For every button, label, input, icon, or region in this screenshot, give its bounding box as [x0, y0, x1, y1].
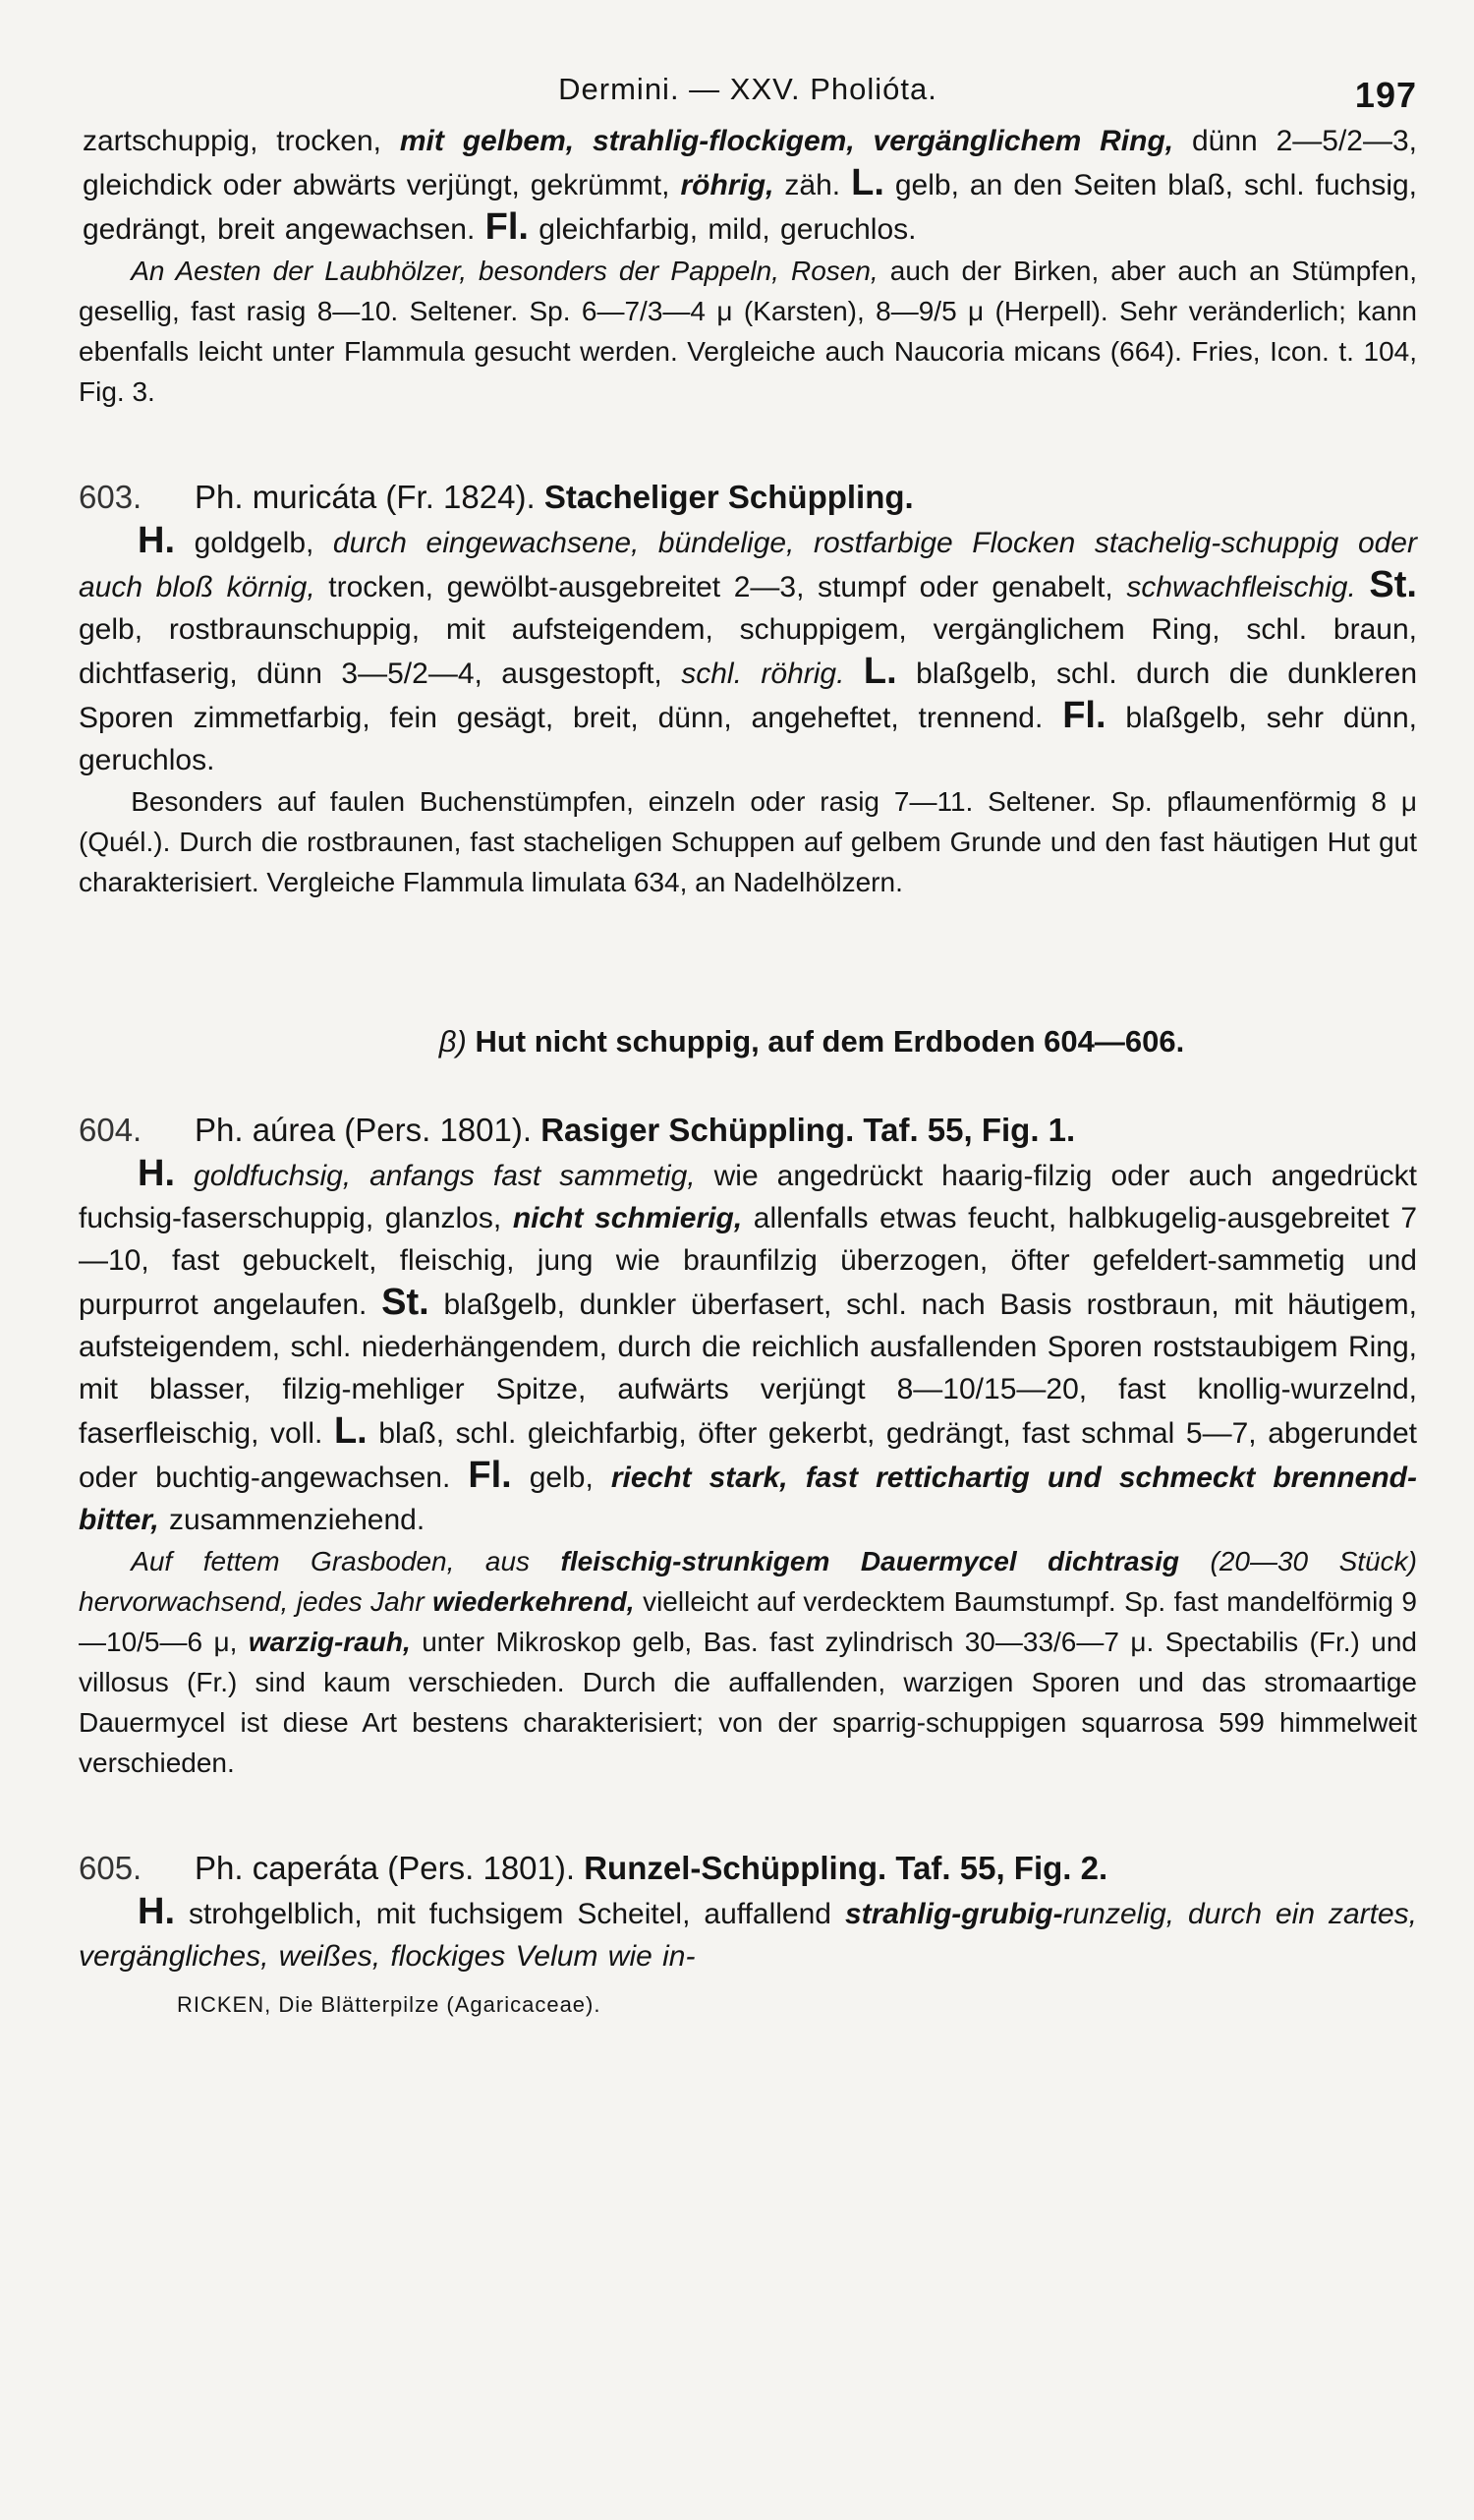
- entry-description: [79, 520, 1417, 781]
- spacer: [79, 1783, 1417, 1846]
- entry-604: [79, 1108, 1417, 1783]
- section-heading-text: Hut nicht schuppig, auf dem Erdboden 604—606.: [475, 1024, 1185, 1059]
- text-run: gelb, rostbraunschuppig, mit aufsteigendem, schuppigem, vergänglichem Ring, schl. braun, dichtfaserig, dünn 3—5/2—4, ausgestopft,: [79, 613, 1417, 690]
- text-run: röhrig,: [680, 169, 774, 201]
- common-name: Rasiger Schüppling.: [540, 1112, 855, 1148]
- field-label: Fl.: [484, 206, 529, 248]
- spacer: [79, 902, 1417, 1020]
- text-run: runzelig, durch ein zartes, vergängliches, weißes, flockiges Velum wie in-: [79, 1898, 1418, 1973]
- page-footer: RICKEN, Die Blätterpilze (Agaricaceae).: [177, 1992, 601, 2017]
- entry-heading: [79, 1846, 1417, 1891]
- field-label: H.: [138, 520, 175, 561]
- text-run: nicht schmierig,: [512, 1202, 743, 1234]
- field-label: L.: [863, 651, 897, 692]
- entry-603: [79, 475, 1417, 902]
- field-label: L.: [333, 1410, 368, 1452]
- field-label: Fl.: [468, 1455, 512, 1496]
- text-run: warzig-rauh,: [248, 1627, 411, 1657]
- text-run: [844, 658, 863, 690]
- text-run: riecht stark, fast rettichartig und schmeckt brennend-bitter,: [79, 1461, 1417, 1536]
- text-run: gleichfarbig, mild, geruchlos.: [528, 213, 917, 246]
- entry-heading: [79, 475, 1417, 520]
- text-run: auch der Birken, aber auch an Stümpfen, gesellig, fast rasig 8—10. Seltener. Sp. 6—7/3—4 μ (Karsten), 8—9/5 μ (Herpell). Sehr veränderlich; kann ebenfalls leicht unter Flammula gesucht werden. Vergleiche auch Naucoria micans (664). Fries, Icon. t. 104, Fig. 3.: [79, 256, 1417, 407]
- field-label: St.: [381, 1282, 429, 1323]
- species-name: Ph. muricáta (Fr. 1824).: [195, 479, 536, 515]
- species-name: Ph. aúrea (Pers. 1801).: [195, 1112, 533, 1148]
- text-run: gelb, an den Seiten blaß, schl. fuchsig, gedrängt, breit angewachsen.: [83, 169, 1418, 246]
- text-run: blaßgelb, sehr dünn, geruchlos.: [79, 702, 1417, 776]
- section-marker: β): [438, 1024, 467, 1059]
- page-number: 197: [1354, 75, 1417, 115]
- text-run: strahlig-grubig-: [844, 1898, 1063, 1930]
- field-label: St.: [1369, 564, 1417, 605]
- entry-number: 604.: [79, 1112, 142, 1148]
- continuation-description: [79, 120, 1417, 251]
- text-run: mit gelbem, strahlig-flockigem, vergänglichem Ring,: [399, 125, 1174, 157]
- text-run: unter Mikroskop gelb, Bas. fast zylindrisch 30—33/6—7 μ. Spectabilis (Fr.) und villosus (Fr.) sind kaum verschieden. Durch die auffallenden, warzigen Sporen und das stromaartige Dauermycel ist diese Art bestens charakterisiert; von der sparrig-schuppigen squarrosa 599 himmelweit verschieden.: [79, 1627, 1417, 1778]
- text-run: zäh.: [773, 169, 852, 201]
- text-run: [1356, 571, 1370, 603]
- text-run: zartschuppig, trocken,: [83, 125, 400, 157]
- entry-number: 603.: [79, 479, 142, 515]
- text-run: fleischig-strunkigem Dauermycel dichtrasig: [560, 1546, 1179, 1576]
- text-run: goldfuchsig, anfangs fast sammetig,: [194, 1160, 696, 1192]
- text-run: durch eingewachsene, bündelige, rostfarbige Flocken stachelig-schuppig oder auch bloß körnig,: [79, 527, 1417, 603]
- entry-heading: [79, 1108, 1417, 1153]
- text-run: dünn 2—5/2—3, gleichdick oder abwärts verjüngt, gekrümmt,: [83, 125, 1417, 201]
- text-run: blaßgelb, dunkler überfasert, schl. nach Basis rostbraun, mit häutigem, aufsteigendem, schl. niederhängendem, durch die reichlich ausfallenden Sporen roststaubigem Ring, mit blasser, filzig-mehliger Spitze, aufwärts verjüngt 8—10/15—20, fast knollig-wurzelnd, faserfleischig, voll.: [79, 1289, 1417, 1450]
- text-run: Auf fettem Grasboden, aus: [131, 1546, 561, 1576]
- entry-note: [79, 781, 1417, 902]
- spacer: [79, 412, 1417, 475]
- running-header: [79, 59, 1417, 120]
- text-run: vielleicht auf verdecktem Baumstumpf. Sp. fast mandelförmig 9—10/5—6 μ,: [79, 1586, 1417, 1657]
- text-run: wiederkehrend,: [432, 1586, 635, 1617]
- entry-description: [79, 1891, 1417, 1977]
- entry-description: [79, 1153, 1417, 1541]
- text-run: allenfalls etwas feucht, halbkugelig-ausgebreitet 7—10, fast gebuckelt, fleischig, jung wie braunfilzig überzogen, öfter gefeldert-sammetig und purpurrot angelaufen.: [79, 1202, 1417, 1321]
- text-run: wie angedrückt haarig-filzig oder auch angedrückt fuchsig-faserschuppig, glanzlos,: [79, 1160, 1418, 1234]
- common-name: Runzel-Schüppling.: [584, 1850, 887, 1886]
- text-run: [175, 1160, 194, 1192]
- text-run: zusammenziehend.: [158, 1504, 425, 1536]
- text-run: goldgelb,: [175, 527, 333, 559]
- text-run: schl. röhrig.: [681, 658, 845, 690]
- running-title: Dermini. — XXV. Pholióta.: [558, 72, 937, 106]
- text-run: trocken, gewölbt-ausgebreitet 2—3, stumpf oder genabelt,: [314, 571, 1127, 603]
- text-run: An Aesten der Laubhölzer, besonders der Pappeln, Rosen,: [131, 256, 879, 286]
- field-label: L.: [851, 162, 884, 203]
- field-label: Fl.: [1062, 695, 1106, 736]
- plate-reference: Taf. 55, Fig. 1.: [863, 1112, 1076, 1148]
- plate-reference: Taf. 55, Fig. 2.: [895, 1850, 1108, 1886]
- text-run: blaßgelb, schl. durch die dunkleren Sporen zimmetfarbig, fein gesägt, breit, dünn, angeheftet, trennend.: [79, 658, 1417, 734]
- text-run: blaß, schl. gleichfarbig, öfter gekerbt, gedrängt, fast schmal 5—7, abgerundet oder buchtig-angewachsen.: [79, 1417, 1417, 1494]
- species-name: Ph. caperáta (Pers. 1801).: [195, 1850, 576, 1886]
- text-run: (20—30 Stück) hervorwachsend, jedes Jahr: [79, 1546, 1417, 1617]
- text-run: Besonders auf faulen Buchenstümpfen, einzeln oder rasig 7—11. Seltener. Sp. pflaumenförmig 8 μ (Quél.). Durch die rostbraunen, fast stacheligen Schuppen auf gelbem Grunde und den fast häutigen Hut gut charakterisiert. Vergleiche Flammula limulata 634, an Nadelhölzern.: [79, 786, 1417, 897]
- field-label: H.: [138, 1891, 175, 1932]
- text-run: strohgelblich, mit fuchsigem Scheitel, auffallend: [175, 1898, 845, 1930]
- text-run: schwachfleischig.: [1126, 571, 1356, 603]
- entry-note: [79, 1541, 1417, 1783]
- continuation-note: [79, 251, 1417, 412]
- text-run: gelb,: [511, 1461, 611, 1494]
- entry-605: [79, 1846, 1417, 1977]
- common-name: Stacheliger Schüppling.: [543, 479, 914, 515]
- field-label: H.: [138, 1153, 175, 1194]
- spacer: [79, 1062, 1417, 1108]
- section-heading: [79, 1020, 1417, 1062]
- entry-number: 605.: [79, 1850, 142, 1886]
